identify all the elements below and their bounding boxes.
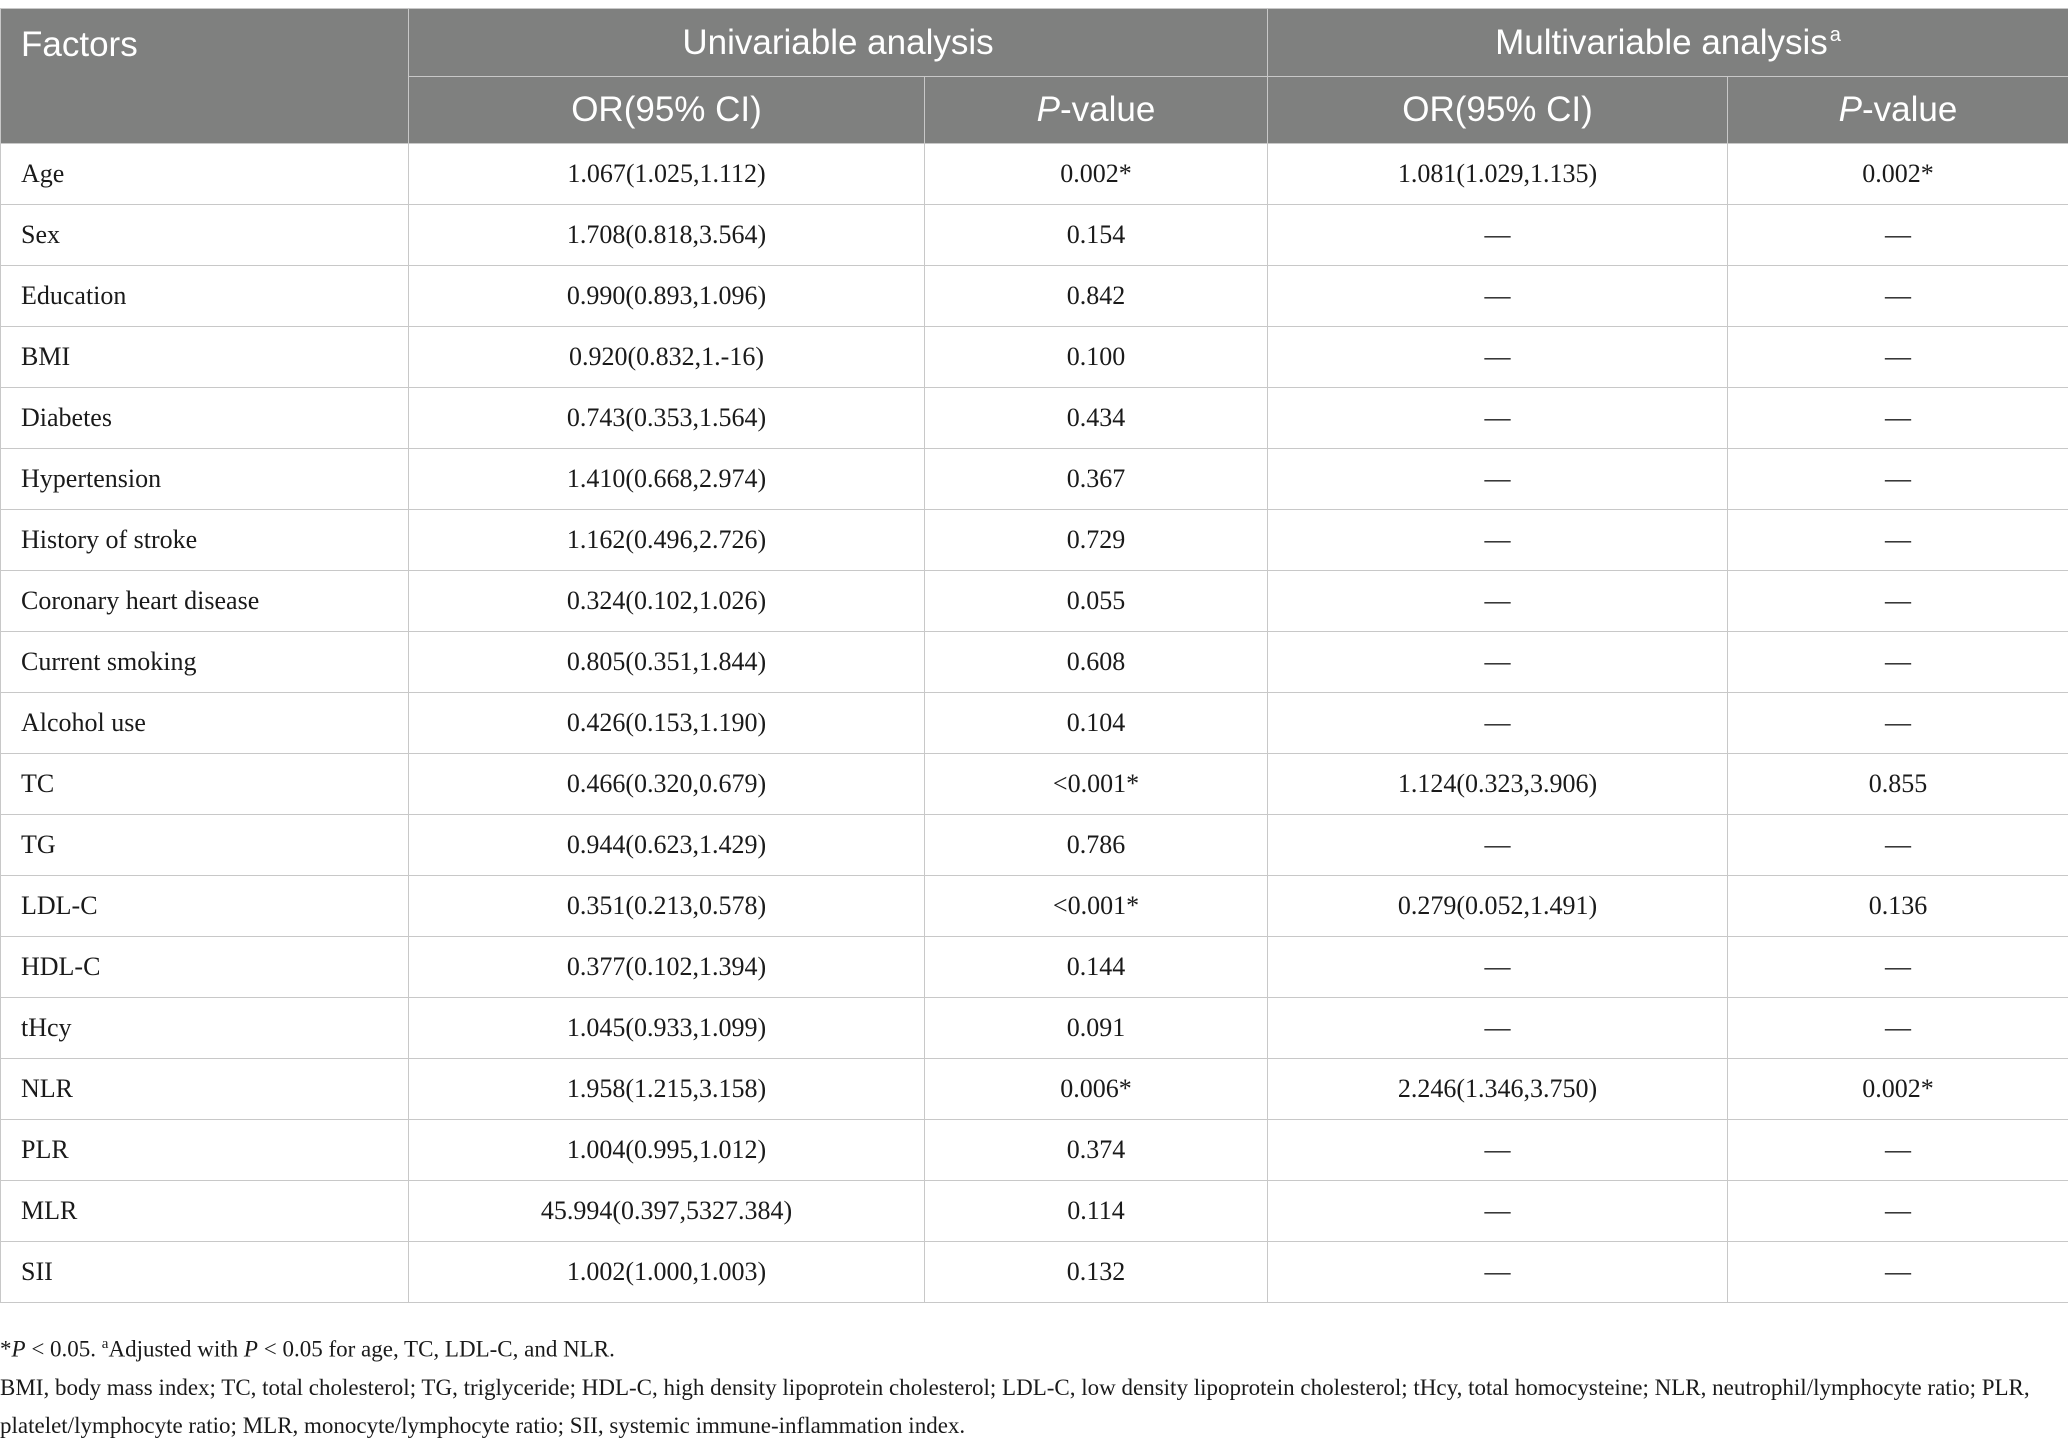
multivariable-or-cell: — [1268,205,1728,266]
table-row [1,815,2068,876]
p-suffix: -value [1862,90,1958,129]
p-italic: P [1036,90,1061,129]
p-italic: P [1838,90,1863,129]
univariable-p-cell: 0.729 [925,510,1268,571]
multivariable-or-cell: — [1268,510,1728,571]
note-text: Adjusted with [108,1336,244,1362]
multivariable-p-cell: — [1728,327,2068,388]
abbreviations-note: BMI, body mass index; TC, total cholesterol; TG, triglyceride; HDL-C, high density lipoprotein cholesterol; LDL-C, low density lipoprotein cholesterol; tHcy, total homocysteine; NLR, neutrophil/lymphocyte ratio; PLR, platelet/lymphocyte ratio; MLR, monocyte/lymphocyte ratio; SII, systemic immune-inflammation index. [0,1374,2030,1438]
multivariable-p-cell: — [1728,632,2068,693]
univariable-p-cell: 0.114 [925,1181,1268,1242]
table-row [1,1181,2068,1242]
univariable-or-cell: 0.743(0.353,1.564) [409,388,925,449]
table-row [1,327,2068,388]
univariable-header: Univariable analysis [409,9,1268,77]
footnote-a-marker: a [101,1336,109,1352]
multivariable-p-header [1728,77,2068,144]
table-row [1,876,2068,937]
univariable-p-cell: 0.374 [925,1120,1268,1181]
multivariable-or-cell: 0.279(0.052,1.491) [1268,876,1728,937]
significance-note [0,1325,2060,1369]
factor-cell: PLR [1,1120,409,1181]
univariable-p-cell: 0.786 [925,815,1268,876]
table-row [1,449,2068,510]
multivariable-or-cell: — [1268,1242,1728,1303]
factor-cell: HDL-C [1,937,409,998]
table-row [1,632,2068,693]
multivariable-p-cell: — [1728,1242,2068,1303]
factor-cell: TG [1,815,409,876]
table-row [1,1059,2068,1120]
univariable-p-header [925,77,1268,144]
univariable-or-header: OR(95% CI) [409,77,925,144]
table-row [1,266,2068,327]
star-marker: * [0,1336,12,1362]
factor-cell: Current smoking [1,632,409,693]
univariable-or-cell: 1.958(1.215,3.158) [409,1059,925,1120]
factor-cell: tHcy [1,998,409,1059]
univariable-or-cell: 0.920(0.832,1.-16) [409,327,925,388]
univariable-or-cell: 0.944(0.623,1.429) [409,815,925,876]
table-row [1,1120,2068,1181]
table-row [1,388,2068,449]
table-row [1,205,2068,266]
univariable-or-cell: 0.805(0.351,1.844) [409,632,925,693]
factor-cell: BMI [1,327,409,388]
factor-cell: Age [1,144,409,205]
univariable-or-cell: 1.004(0.995,1.012) [409,1120,925,1181]
multivariable-p-cell: 0.002* [1728,144,2068,205]
multivariable-or-cell: 1.081(1.029,1.135) [1268,144,1728,205]
factors-header: Factors [1,9,409,144]
univariable-p-cell: 0.144 [925,937,1268,998]
multivariable-p-cell: 0.002* [1728,1059,2068,1120]
table-footnotes [0,1325,2060,1445]
univariable-p-cell: 0.608 [925,632,1268,693]
univariable-or-cell: 1.162(0.496,2.726) [409,510,925,571]
multivariable-p-cell: — [1728,998,2068,1059]
univariable-or-cell: 0.324(0.102,1.026) [409,571,925,632]
table-row [1,937,2068,998]
results-table-container [0,8,2068,1303]
univariable-or-cell: 1.002(1.000,1.003) [409,1242,925,1303]
multivariable-or-cell: — [1268,693,1728,754]
factor-cell: Hypertension [1,449,409,510]
multivariable-or-cell: — [1268,998,1728,1059]
univariable-p-cell: 0.132 [925,1242,1268,1303]
factor-cell: TC [1,754,409,815]
factor-cell: SII [1,1242,409,1303]
multivariable-header [1268,9,2068,77]
multivariable-or-cell: — [1268,1120,1728,1181]
multivariable-or-cell: — [1268,937,1728,998]
univariable-or-cell: 0.990(0.893,1.096) [409,266,925,327]
logistic-regression-table [0,8,2068,1303]
univariable-or-cell: 1.410(0.668,2.974) [409,449,925,510]
univariable-p-cell: 0.091 [925,998,1268,1059]
factor-cell: Alcohol use [1,693,409,754]
table-body [1,144,2068,1303]
univariable-or-cell: 0.466(0.320,0.679) [409,754,925,815]
table-row [1,998,2068,1059]
table-row [1,693,2068,754]
multivariable-p-cell: — [1728,388,2068,449]
p-italic: P [243,1336,258,1362]
factor-cell: History of stroke [1,510,409,571]
univariable-p-cell: 0.055 [925,571,1268,632]
multivariable-p-cell: 0.855 [1728,754,2068,815]
p-suffix: -value [1060,90,1156,129]
multivariable-p-cell: — [1728,571,2068,632]
multivariable-p-cell: 0.136 [1728,876,2068,937]
univariable-or-cell: 0.426(0.153,1.190) [409,693,925,754]
univariable-or-cell: 0.351(0.213,0.578) [409,876,925,937]
univariable-p-cell: 0.367 [925,449,1268,510]
factor-cell: MLR [1,1181,409,1242]
table-row [1,144,2068,205]
univariable-p-cell: 0.100 [925,327,1268,388]
factor-cell: LDL-C [1,876,409,937]
factor-cell: Coronary heart disease [1,571,409,632]
multivariable-or-cell: 1.124(0.323,3.906) [1268,754,1728,815]
factor-cell: Education [1,266,409,327]
univariable-or-cell: 1.045(0.933,1.099) [409,998,925,1059]
table-row [1,571,2068,632]
univariable-or-cell: 45.994(0.397,5327.384) [409,1181,925,1242]
factor-cell: NLR [1,1059,409,1120]
univariable-p-cell: 0.006* [925,1059,1268,1120]
multivariable-or-cell: — [1268,388,1728,449]
multivariable-p-cell: — [1728,266,2068,327]
multivariable-p-cell: — [1728,1120,2068,1181]
multivariable-or-cell: — [1268,571,1728,632]
factor-cell: Diabetes [1,388,409,449]
multivariable-or-cell: — [1268,327,1728,388]
factor-cell: Sex [1,205,409,266]
univariable-p-cell: <0.001* [925,754,1268,815]
univariable-p-cell: 0.154 [925,205,1268,266]
multivariable-or-cell: — [1268,1181,1728,1242]
multivariable-header-label: Multivariable analysis [1495,22,1828,62]
multivariable-or-cell: — [1268,632,1728,693]
univariable-p-cell: <0.001* [925,876,1268,937]
multivariable-p-cell: — [1728,693,2068,754]
multivariable-p-cell: — [1728,449,2068,510]
table-header [1,9,2068,144]
multivariable-p-cell: — [1728,937,2068,998]
multivariable-p-cell: — [1728,510,2068,571]
note-text: < 0.05 for age, TC, LDL-C, and NLR. [257,1336,615,1362]
univariable-p-cell: 0.104 [925,693,1268,754]
univariable-or-cell: 1.708(0.818,3.564) [409,205,925,266]
multivariable-p-cell: — [1728,1181,2068,1242]
multivariable-or-cell: — [1268,815,1728,876]
multivariable-p-cell: — [1728,815,2068,876]
multivariable-or-header: OR(95% CI) [1268,77,1728,144]
multivariable-or-cell: — [1268,266,1728,327]
multivariable-or-cell: 2.246(1.346,3.750) [1268,1059,1728,1120]
table-row [1,1242,2068,1303]
univariable-or-cell: 0.377(0.102,1.394) [409,937,925,998]
univariable-or-cell: 1.067(1.025,1.112) [409,144,925,205]
multivariable-footnote-marker: a [1829,23,1841,46]
univariable-p-cell: 0.002* [925,144,1268,205]
note-text: < 0.05. [25,1336,102,1362]
multivariable-p-cell: — [1728,205,2068,266]
table-row [1,510,2068,571]
univariable-p-cell: 0.842 [925,266,1268,327]
table-row [1,754,2068,815]
univariable-p-cell: 0.434 [925,388,1268,449]
multivariable-or-cell: — [1268,449,1728,510]
p-italic: P [11,1336,26,1362]
